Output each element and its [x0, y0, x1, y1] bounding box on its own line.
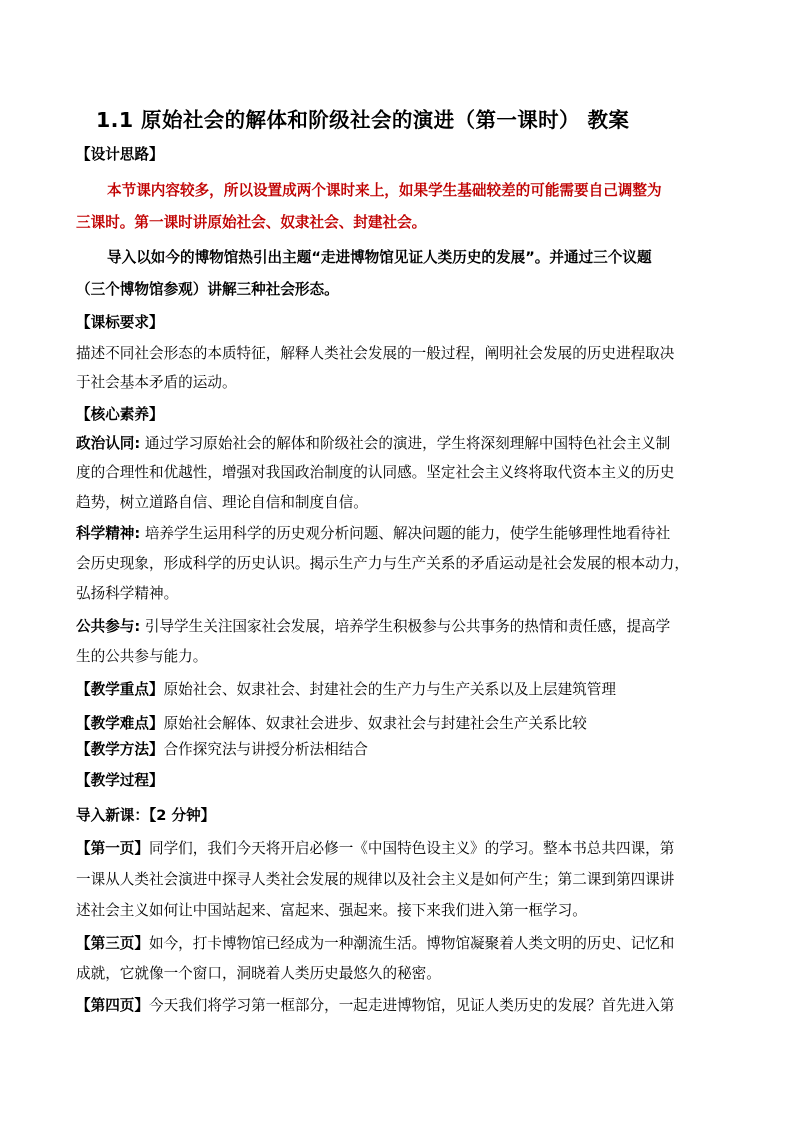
p4-label: 【第四页】	[76, 997, 149, 1014]
science-line-1	[76, 524, 670, 544]
standard-heading: 【课标要求】	[76, 314, 164, 331]
difficulty-label: 【教学难点】	[76, 715, 164, 732]
public-label: 公共参与:	[76, 618, 141, 635]
p1-text: 同学们，我们今天将开启必修一《中国特色设主义》的学习。整本书总共四课，第	[148, 840, 675, 857]
public-line-1	[76, 617, 670, 637]
key-point-text: 原始社会、奴隶社会、封建社会的生产力与生产关系以及上层建筑管理	[163, 681, 616, 698]
p3-label: 【第三页】	[76, 935, 149, 952]
p1-label: 【第一页】	[76, 840, 149, 857]
method-line	[76, 740, 368, 760]
difficulty-line	[76, 714, 587, 734]
political-text: 通过学习原始社会的解体和阶级社会的演进，学生将深刻理解中国特色社会主义制	[140, 435, 671, 452]
science-text: 培养学生运用科学的历史观分析问题、解决问题的能力，使学生能够理性地看待社	[140, 525, 671, 542]
standard-line-2: 于社会基本矛盾的运动。	[76, 374, 237, 391]
standard-line-1: 描述不同社会形态的本质特征，解释人类社会发展的一般过程，阐明社会发展的历史进程取决	[76, 345, 675, 362]
science-label: 科学精神:	[76, 525, 141, 542]
political-line-3: 趋势，树立道路自信、理论自信和制度自信。	[76, 494, 368, 511]
key-point-line	[76, 680, 616, 700]
p3-line-1	[76, 934, 674, 954]
document-title: 1.1 原始社会的解体和阶级社会的演进（第一课时） 教案	[96, 108, 630, 132]
p3-line-2: 成就，它就像一个窗口，洞晓着人类历史最悠久的秘密。	[76, 965, 441, 982]
science-line-3: 弘扬科学精神。	[76, 585, 179, 602]
public-line-2: 生的公共参与能力。	[76, 648, 208, 665]
political-line-1	[76, 434, 670, 454]
p1-line-2: 一课从人类社会演进中探寻人类社会发展的规律以及社会主义是如何产生；第二课到第四课讲	[76, 871, 675, 888]
political-label: 政治认同:	[76, 435, 141, 452]
p1-line-3: 述社会主义如何让中国站起来、富起来、强起来。接下来我们进入第一框学习。	[76, 902, 587, 919]
p4-line-1	[76, 996, 674, 1016]
p3-text: 如今，打卡博物馆已经成为一种潮流生活。博物馆凝聚着人类文明的历史、记忆和	[148, 935, 675, 952]
p1-line-1	[76, 839, 674, 859]
design-heading: 【设计思路】	[76, 146, 164, 163]
intro-label: 导入新课：【2 分钟】	[76, 807, 216, 824]
difficulty-text: 原始社会解体、奴隶社会进步、奴隶社会与封建社会生产关系比较	[163, 715, 587, 732]
method-text: 合作探究法与讲授分析法相结合	[163, 741, 368, 758]
design-red-line-2: 三课时。第一课时讲原始社会、奴隶社会、封建社会。	[76, 214, 427, 231]
design-line-3: 导入以如今的博物馆热引出主题“走进博物馆见证人类历史的发展”。并通过三个议题	[107, 249, 652, 266]
literacy-heading: 【核心素养】	[76, 406, 164, 423]
method-label: 【教学方法】	[76, 741, 164, 758]
design-red-line-1: 本节课内容较多，所以设置成两个课时来上，如果学生基础较差的可能需要自己调整为	[107, 182, 662, 199]
key-point-label: 【教学重点】	[76, 681, 164, 698]
design-line-4: （三个博物馆参观）讲解三种社会形态。	[76, 281, 339, 298]
public-text: 引导学生关注国家社会发展，培养学生积极参与公共事务的热情和责任感，提高学	[140, 618, 671, 635]
process-heading: 【教学过程】	[76, 772, 164, 789]
political-line-2: 度的合理性和优越性，增强对我国政治制度的认同感。坚定社会主义终将取代资本主义的历史	[76, 464, 675, 481]
p4-text: 今天我们将学习第一框部分，一起走进博物馆，见证人类历史的发展？首先进入第	[148, 997, 675, 1014]
science-line-2: 会历史现象，形成科学的历史认识。揭示生产力与生产关系的矛盾运动是社会发展的根本动力，	[76, 555, 689, 572]
